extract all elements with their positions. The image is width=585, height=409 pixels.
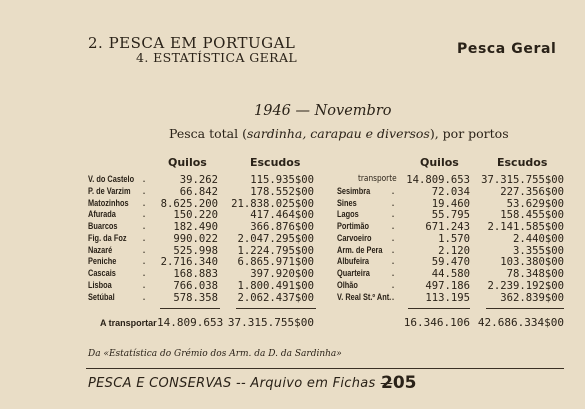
right-total-kg: 16.346.106 <box>403 316 470 329</box>
leader-dot: . <box>143 268 146 278</box>
escudos-cell: 37.315.755$00 <box>481 174 564 186</box>
right-header-quilos: Quilos <box>420 156 459 169</box>
leader-dot: . <box>392 244 395 255</box>
table-row <box>0 280 585 292</box>
kg-cell: 525.998 <box>173 244 218 257</box>
leader-dot: . <box>392 221 395 231</box>
escudos-cell: 417.464$00 <box>250 209 314 222</box>
port-name: Afurada <box>88 209 116 220</box>
port-name: Carvoeiro <box>337 232 372 243</box>
kg-cell: 2.716.340 <box>160 256 218 269</box>
kg-cell: 578.358 <box>173 291 218 304</box>
right-header-escudos: Escudos <box>497 156 548 169</box>
page-title: 1946 — Novembro <box>254 103 392 119</box>
leader-dot: . <box>143 279 146 290</box>
escudos-cell: 366.876$00 <box>250 221 314 233</box>
escudos-cell: 21.838.025$00 <box>231 197 314 210</box>
leader-dot: . <box>392 185 395 196</box>
leader-dot: . <box>143 244 146 255</box>
port-name: V. Real St.º Ant. <box>337 291 392 302</box>
footer-text: PESCA E CONSERVAS -- Arquivo em Fichas — <box>88 376 394 391</box>
table-row <box>0 233 585 245</box>
kg-cell: 168.883 <box>173 268 218 280</box>
port-name: Sesimbra <box>337 185 371 196</box>
subtitle-prefix: Pesca total ( <box>169 126 247 141</box>
left-esc-total-rule <box>236 308 316 309</box>
port-name: Peniche <box>88 256 117 267</box>
port-name: Setúbal <box>88 291 115 302</box>
escudos-cell: 1.224.795$00 <box>237 244 314 257</box>
kg-cell: 14.809.653 <box>406 174 470 186</box>
port-name: Lagos <box>337 209 359 220</box>
escudos-cell: 103.380$00 <box>500 256 564 269</box>
port-name: Sines <box>337 197 357 208</box>
left-kg-total-rule <box>160 308 220 309</box>
table-row <box>0 256 585 268</box>
subsection-heading: 4. ESTATÍSTICA GERAL <box>136 50 298 65</box>
escudos-cell: 227.356$00 <box>500 185 564 198</box>
leader-dot: . <box>143 256 146 267</box>
source-note: Da «Estatística do Grémio dos Arm. da D. da Sardinha» <box>88 349 342 359</box>
kg-cell: 72.034 <box>431 185 470 198</box>
escudos-cell: 2.239.192$00 <box>487 279 564 292</box>
left-header-quilos: Quilos <box>168 156 207 169</box>
escudos-cell: 2.141.585$00 <box>487 221 564 233</box>
leader-dot: . <box>392 209 395 220</box>
kg-cell: 671.243 <box>425 221 470 233</box>
table-row <box>0 174 585 186</box>
subtitle-suffix: ), por portos <box>429 126 509 141</box>
escudos-cell: 2.062.437$00 <box>237 291 314 304</box>
escudos-cell: 6.865.971$00 <box>237 256 314 269</box>
table-row <box>0 198 585 210</box>
leader-dot: . <box>392 268 395 278</box>
kg-cell: 55.795 <box>431 209 470 222</box>
escudos-cell: 3.355$00 <box>512 244 564 257</box>
escudos-cell: 115.935$00 <box>250 174 314 186</box>
port-name: Nazaré <box>88 244 113 255</box>
escudos-cell: 158.455$00 <box>500 209 564 222</box>
table-row <box>0 292 585 304</box>
kg-cell: 66.842 <box>179 185 218 198</box>
kg-cell: 39.262 <box>179 174 218 186</box>
right-kg-total-rule <box>408 308 470 309</box>
section-heading: 2. PESCA EM PORTUGAL <box>88 34 296 52</box>
port-name: Albufeira <box>337 256 369 267</box>
port-name: Buarcos <box>88 221 118 231</box>
leader-dot: . <box>143 221 146 231</box>
kg-cell: 59.470 <box>431 256 470 269</box>
escudos-cell: 397.920$00 <box>250 268 314 280</box>
escudos-cell: 2.440$00 <box>512 232 564 245</box>
right-esc-total-rule <box>486 308 564 309</box>
port-name: Portimão <box>337 221 369 231</box>
table-row <box>0 268 585 280</box>
port-name: Olhão <box>337 279 358 290</box>
table-row <box>0 209 585 221</box>
leader-dot: . <box>143 209 146 220</box>
leader-dot: . <box>143 291 146 302</box>
leader-dot: . <box>392 232 395 243</box>
port-name: Matozinhos <box>88 197 129 208</box>
port-name: V. do Castelo <box>88 174 135 184</box>
footer-rule <box>86 368 564 369</box>
port-name: Cascais <box>88 268 116 278</box>
subtitle-italic: sardinha, carapau e diversos <box>246 126 430 141</box>
leader-dot: . <box>392 256 395 267</box>
kg-cell: 1.570 <box>438 232 470 245</box>
leader-dot: . <box>143 197 146 208</box>
kg-cell: 44.580 <box>431 268 470 280</box>
left-total-esc: 37.315.755$00 <box>227 316 314 329</box>
port-name: Arm. de Pera <box>337 244 383 255</box>
escudos-cell: 1.800.491$00 <box>237 279 314 292</box>
leader-dot: . <box>143 185 146 196</box>
kg-cell: 497.186 <box>425 279 470 292</box>
escudos-cell: 2.047.295$00 <box>237 232 314 245</box>
leader-dot: . <box>392 291 395 302</box>
kg-cell: 990.022 <box>173 232 218 245</box>
page-subtitle <box>169 126 509 141</box>
escudos-cell: 78.348$00 <box>506 268 564 280</box>
leader-dot: . <box>143 174 146 184</box>
port-name: Lisboa <box>88 279 112 290</box>
kg-cell: 2.120 <box>438 244 470 257</box>
left-total-label: A transportar <box>100 318 157 328</box>
port-name: Quarteira <box>337 268 370 278</box>
kg-cell: 182.490 <box>173 221 218 233</box>
table-row <box>0 186 585 198</box>
port-name: Fig. da Foz <box>88 232 127 243</box>
leader-dot: . <box>392 279 395 290</box>
kg-cell: 113.195 <box>425 291 470 304</box>
escudos-cell: 53.629$00 <box>506 197 564 210</box>
escudos-cell: 178.552$00 <box>250 185 314 198</box>
escudos-cell: 362.839$00 <box>500 291 564 304</box>
left-total-kg: 14.809.653 <box>157 316 224 329</box>
leader-dot: . <box>143 232 146 243</box>
kg-cell: 150.220 <box>173 209 218 222</box>
card-number: 205 <box>381 373 417 393</box>
table-row <box>0 221 585 233</box>
kg-cell: 766.038 <box>173 279 218 292</box>
port-name: P. de Varzim <box>88 185 131 196</box>
left-header-escudos: Escudos <box>250 156 301 169</box>
right-total-esc: 42.686.334$00 <box>477 316 564 329</box>
brand-label: Pesca Geral <box>457 41 557 57</box>
kg-cell: 19.460 <box>431 197 470 210</box>
table-row <box>0 245 585 257</box>
leader-dot: . <box>392 197 395 208</box>
port-name: transporte <box>358 174 397 184</box>
kg-cell: 8.625.200 <box>160 197 218 210</box>
